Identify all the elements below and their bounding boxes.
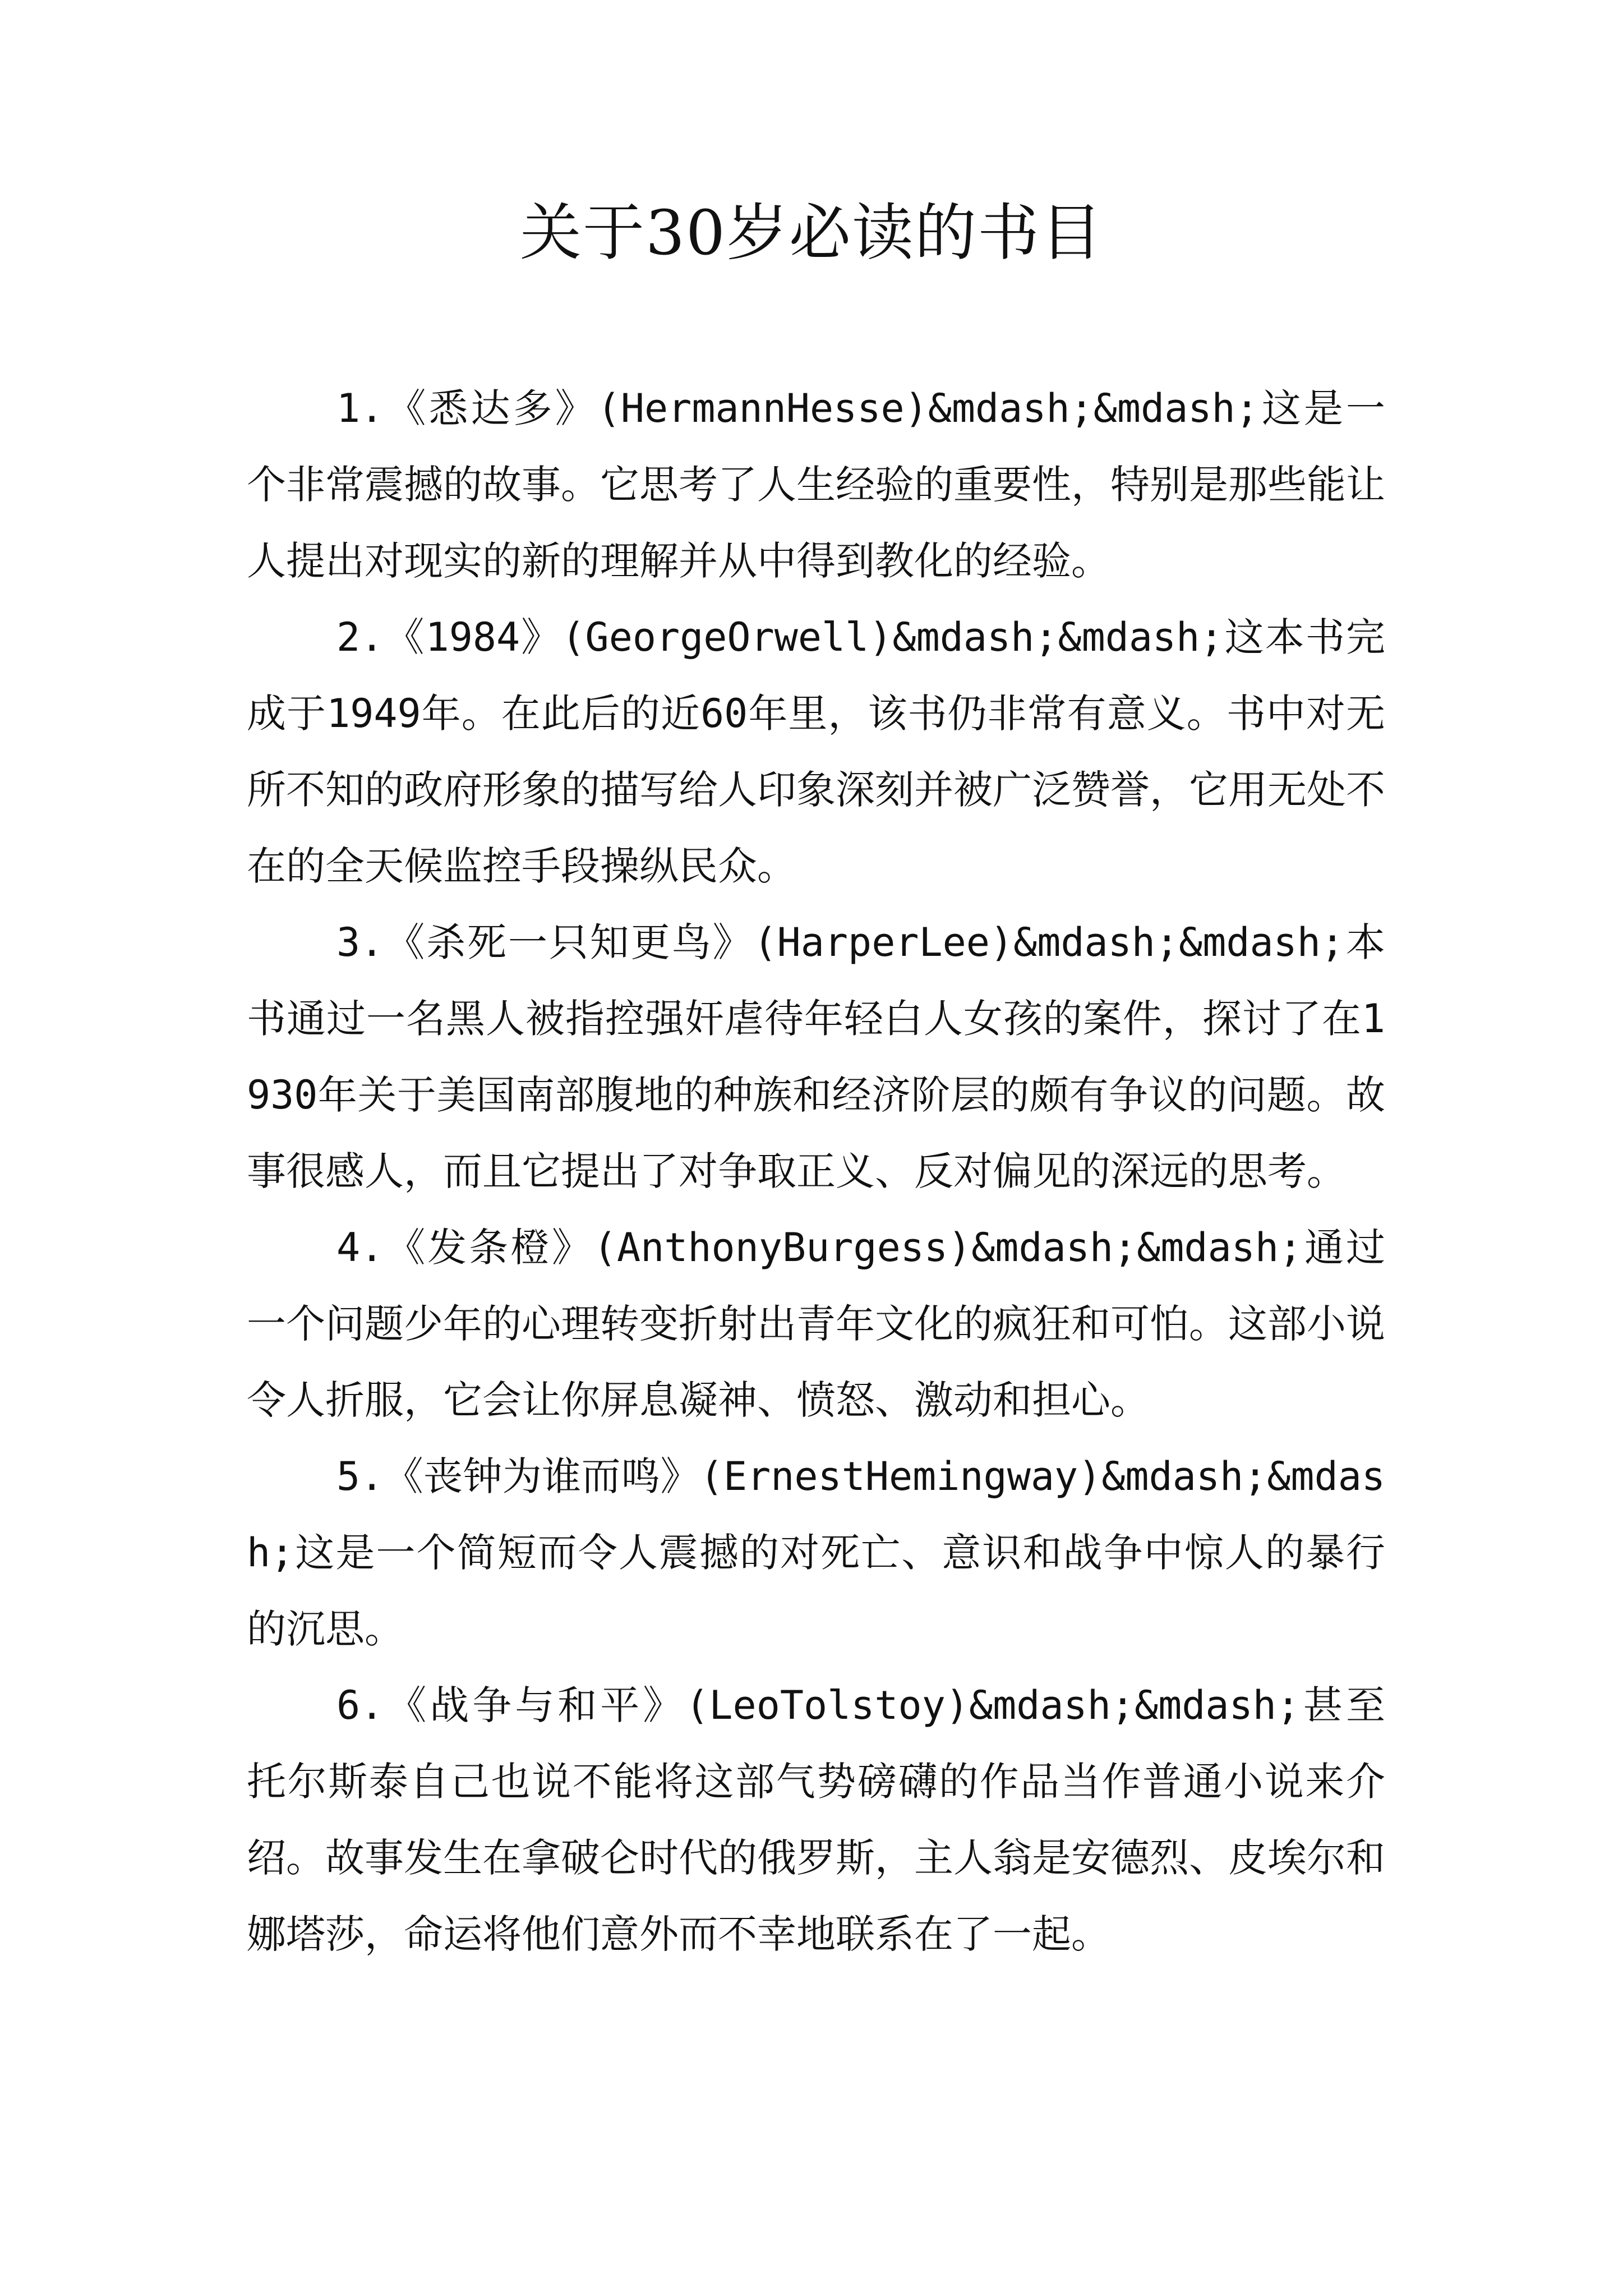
paragraph-2: 2.《1984》(GeorgeOrwell)&mdash;&mdash;这本书完成于1949年。在此后的近60年里，该书仍非常有意义。书中对无所不知的政府形象的描写给人印象深刻并被广泛赞誉，它用无处不在的全天候监控手段操纵民众。: [247, 614, 1385, 889]
paragraph-1: 1.《悉达多》(HermannHesse)&mdash;&mdash;这是一个非常震撼的故事。它思考了人生经验的重要性，特别是那些能让人提出对现实的新的理解并从中得到教化的经验。: [247, 385, 1385, 584]
paragraph-5: 5.《丧钟为谁而鸣》(ErnestHemingway)&mdash;&mdash;这是一个简短而令人震撼的对死亡、意识和战争中惊人的暴行的沉思。: [247, 1453, 1385, 1652]
document-body: [247, 370, 1385, 1972]
paragraph-3: 3.《杀死一只知更鸟》(HarperLee)&mdash;&mdash;本书通过一名黑人被指控强奸虐待年轻白人女孩的案件，探讨了在1930年关于美国南部腹地的种族和经济阶层的颇有争议的问题。故事很感人，而且它提出了对争取正义、反对偏见的深远的思考。: [247, 919, 1385, 1194]
paragraph-4: 4.《发条橙》(AnthonyBurgess)&mdash;&mdash;通过一个问题少年的心理转变折射出青年文化的疯狂和可怕。这部小说令人折服，它会让你屏息凝神、愤怒、激动和担心。: [247, 1225, 1385, 1423]
page-title: 关于30岁必读的书目: [520, 197, 1103, 269]
paragraph-6: 6.《战争与和平》(LeoTolstoy)&mdash;&mdash;甚至托尔斯泰自己也说不能将这部气势磅礴的作品当作普通小说来介绍。故事发生在拿破仑时代的俄罗斯，主人翁是安德烈、皮埃尔和娜塔莎，命运将他们意外而不幸地联系在了一起。: [247, 1682, 1385, 1957]
